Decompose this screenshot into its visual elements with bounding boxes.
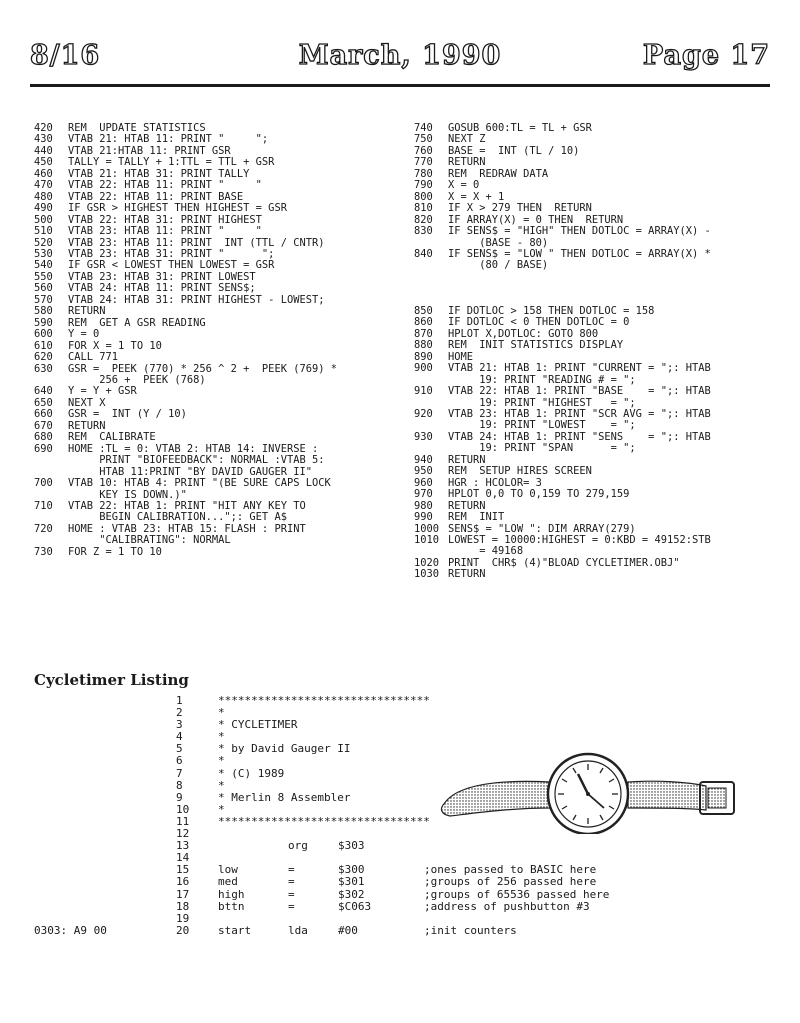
- line-code: = 49168: [448, 545, 524, 558]
- line-code: VTAB 22: HTAB 1: PRINT "BASE = ";: HTAB: [448, 385, 711, 398]
- line-number: 970: [414, 488, 433, 501]
- asm-opcode: org: [288, 839, 308, 853]
- line-code: VTAB 24: HTAB 11: PRINT SENS$;: [68, 282, 256, 295]
- asm-line-number: 4: [176, 730, 183, 744]
- line-number: 990: [414, 511, 433, 524]
- line-code: VTAB 22: HTAB 31: PRINT HIGHEST: [68, 213, 262, 226]
- line-number: 950: [414, 465, 433, 478]
- line-number: 710: [34, 499, 53, 512]
- line-number: 570: [34, 293, 53, 306]
- line-code: IF GSR > HIGHEST THEN HIGHEST = GSR: [68, 202, 287, 215]
- line-number: 930: [414, 430, 433, 443]
- line-code: Y = Y + GSR: [68, 385, 137, 398]
- asm-comment: ;init counters: [424, 923, 517, 937]
- line-code: VTAB 23: HTAB 31: PRINT " ";: [68, 247, 275, 260]
- line-code: REM REDRAW DATA: [448, 167, 549, 180]
- code-line: [414, 260, 794, 271]
- asm-operand: $300: [338, 863, 365, 877]
- line-number: 540: [34, 259, 53, 272]
- line-number: 890: [414, 350, 433, 363]
- line-number: 440: [34, 144, 53, 157]
- asm-line-number: 12: [176, 827, 190, 841]
- asm-comment: ;groups of 65536 passed here: [424, 887, 610, 901]
- basic-listing-right-column: [414, 123, 794, 581]
- line-code: CALL 771: [68, 351, 119, 364]
- line-number: 1000: [414, 522, 440, 535]
- line-number: 520: [34, 236, 53, 249]
- line-code: VTAB 23: HTAB 11: PRINT INT (TTL / CNTR): [68, 236, 325, 249]
- line-number: 630: [34, 362, 53, 375]
- wristwatch-illustration: [438, 752, 738, 834]
- asm-comment: ;ones passed to BASIC here: [424, 863, 597, 877]
- asm-label: * by David Gauger II: [218, 742, 351, 756]
- line-code: 19: PRINT "LOWEST = ";: [448, 419, 636, 432]
- line-number: 600: [34, 328, 53, 341]
- line-number: 510: [34, 225, 53, 238]
- asm-line-number: 2: [176, 706, 183, 720]
- line-number: 960: [414, 476, 433, 489]
- line-code: (BASE - 80): [448, 236, 549, 249]
- asm-line-number: 15: [176, 863, 190, 877]
- line-code: X = X + 1: [448, 190, 505, 203]
- line-number: 780: [414, 167, 433, 180]
- line-code: FOR X = 1 TO 10: [68, 339, 162, 352]
- asm-line-number: 8: [176, 778, 183, 792]
- line-code: VTAB 21:HTAB 11: PRINT GSR: [68, 144, 231, 157]
- asm-operand: #00: [338, 923, 358, 937]
- asm-label: * CYCLETIMER: [218, 718, 298, 732]
- code-line: [414, 569, 794, 580]
- line-code: IF ARRAY(X) = 0 THEN RETURN: [448, 213, 624, 226]
- line-number: 470: [34, 179, 53, 192]
- asm-line-number: 14: [176, 851, 190, 865]
- line-number: 650: [34, 396, 53, 409]
- asm-row: [34, 889, 774, 901]
- line-code: RETURN: [68, 419, 106, 432]
- line-code: (80 / BASE): [448, 259, 549, 272]
- line-number: 500: [34, 213, 53, 226]
- line-code: IF DOTLOC < 0 THEN DOTLOC = 0: [448, 316, 630, 329]
- asm-opcode: =: [288, 863, 295, 877]
- line-number: 760: [414, 144, 433, 157]
- line-number: 840: [414, 247, 433, 260]
- code-gap: [414, 272, 794, 306]
- asm-label: high: [218, 887, 245, 901]
- line-code: HOME: [448, 350, 474, 363]
- line-code: IF SENS$ = "LOW " THEN DOTLOC = ARRAY(X) *: [448, 247, 711, 260]
- line-code: VTAB 22: HTAB 1: PRINT "HIT ANY KEY TO: [68, 499, 306, 512]
- asm-line-number: 18: [176, 899, 190, 913]
- asm-label: * Merlin 8 Assembler: [218, 790, 351, 804]
- asm-row: [34, 695, 774, 707]
- asm-label: bttn: [218, 899, 245, 913]
- asm-line-number: 6: [176, 754, 183, 768]
- line-number: 770: [414, 156, 433, 169]
- asm-operand: $C063: [338, 899, 372, 913]
- line-number: 590: [34, 316, 53, 329]
- line-code: VTAB 23: HTAB 31: PRINT LOWEST: [68, 270, 256, 283]
- line-code: GSR = PEEK (770) * 256 ^ 2 + PEEK (769) *: [68, 362, 337, 375]
- line-code: GOSUB 600:TL = TL + GSR: [448, 122, 592, 134]
- line-code: 256 + PEEK (768): [68, 373, 206, 386]
- line-code: TALLY = TALLY + 1:TTL = TTL + GSR: [68, 156, 275, 169]
- asm-line-number: 10: [176, 802, 190, 816]
- line-code: VTAB 21: HTAB 1: PRINT "CURRENT = ";: HTAB: [448, 362, 711, 375]
- line-code: HOME : VTAB 23: HTAB 15: FLASH : PRINT: [68, 522, 306, 535]
- line-code: HPLOT 0,0 TO 0,159 TO 279,159: [448, 488, 630, 501]
- asm-line-number: 7: [176, 766, 183, 780]
- line-code: Y = 0: [68, 328, 100, 341]
- page-header: [30, 40, 770, 87]
- line-code: BASE = INT (TL / 10): [448, 144, 580, 157]
- asm-comment: ;address of pushbutton #3: [424, 899, 590, 913]
- line-number: 550: [34, 270, 53, 283]
- line-code: 19: PRINT "HIGHEST = ";: [448, 396, 636, 409]
- line-number: 660: [34, 408, 53, 421]
- line-code: RETURN: [448, 499, 486, 512]
- line-number: 690: [34, 442, 53, 455]
- line-number: 740: [414, 122, 433, 134]
- line-number: 920: [414, 407, 433, 420]
- asm-line-number: 9: [176, 790, 183, 804]
- asm-row: [34, 840, 774, 852]
- line-code: "CALIBRATING": NORMAL: [68, 534, 231, 547]
- line-code: REM INIT: [448, 511, 505, 524]
- asm-comment: ;groups of 256 passed here: [424, 875, 597, 889]
- asm-opcode: =: [288, 875, 295, 889]
- header-issue: March, 1990: [298, 40, 502, 71]
- line-code: HOME :TL = 0: VTAB 2: HTAB 14: INVERSE :: [68, 442, 319, 455]
- asm-line-number: 17: [176, 887, 190, 901]
- line-code: GSR = INT (Y / 10): [68, 408, 187, 421]
- line-number: 490: [34, 202, 53, 215]
- line-number: 420: [34, 122, 53, 134]
- line-code: 19: PRINT "SPAN = ";: [448, 442, 636, 455]
- line-code: HGR : HCOLOR= 3: [448, 476, 542, 489]
- line-number: 480: [34, 190, 53, 203]
- asm-label: ********************************: [218, 694, 430, 707]
- line-code: IF GSR < LOWEST THEN LOWEST = GSR: [68, 259, 275, 272]
- line-code: PRINT "BIOFEEDBACK": NORMAL :VTAB 5:: [68, 454, 325, 467]
- line-number: 640: [34, 385, 53, 398]
- asm-row: [34, 864, 774, 876]
- line-code: VTAB 24: HTAB 1: PRINT "SENS = ";: HTAB: [448, 430, 711, 443]
- asm-address: 0303: A9 00: [34, 923, 107, 937]
- line-code: HPLOT X,DOTLOC: GOTO 800: [448, 327, 599, 340]
- line-code: VTAB 23: HTAB 11: PRINT " ": [68, 225, 262, 238]
- line-code: REM GET A GSR READING: [68, 316, 206, 329]
- asm-label: * (C) 1989: [218, 766, 285, 780]
- line-code: RETURN: [448, 568, 486, 581]
- asm-operand: $302: [338, 887, 365, 901]
- asm-line-number: 13: [176, 839, 190, 853]
- line-number: 1020: [414, 556, 440, 569]
- asm-opcode: =: [288, 887, 295, 901]
- line-number: 580: [34, 305, 53, 318]
- line-number: 700: [34, 477, 53, 490]
- line-code: VTAB 23: HTAB 1: PRINT "SCR AVG = ";: HTAB: [448, 407, 711, 420]
- asm-label: *: [218, 778, 225, 792]
- line-code: VTAB 21: HTAB 11: PRINT " ";: [68, 133, 269, 146]
- asm-row: [34, 707, 774, 719]
- line-number: 940: [414, 453, 433, 466]
- line-number: 790: [414, 179, 433, 192]
- asm-row: [34, 852, 774, 864]
- asm-row: [34, 719, 774, 731]
- asm-line-number: 5: [176, 742, 183, 756]
- asm-label: *: [218, 802, 225, 816]
- line-code: NEXT Z: [448, 133, 486, 146]
- line-code: HTAB 11:PRINT "BY DAVID GAUGER II": [68, 465, 312, 478]
- line-code: IF DOTLOC > 158 THEN DOTLOC = 158: [448, 304, 655, 317]
- line-code: RETURN: [68, 305, 106, 318]
- line-number: 460: [34, 167, 53, 180]
- asm-row: [34, 913, 774, 925]
- asm-line-number: 19: [176, 911, 190, 925]
- line-number: 620: [34, 351, 53, 364]
- line-number: 900: [414, 362, 433, 375]
- asm-label: start: [218, 923, 252, 937]
- line-number: 1010: [414, 533, 440, 546]
- line-number: 820: [414, 213, 433, 226]
- line-number: 560: [34, 282, 53, 295]
- line-code: SENS$ = "LOW ": DIM ARRAY(279): [448, 522, 636, 535]
- line-code: VTAB 24: HTAB 31: PRINT HIGHEST - LOWEST;: [68, 293, 325, 306]
- line-code: FOR Z = 1 TO 10: [68, 545, 162, 558]
- asm-operand: $303: [338, 839, 365, 853]
- line-code: KEY IS DOWN.)": [68, 488, 187, 501]
- line-number: 430: [34, 133, 53, 146]
- line-code: RETURN: [448, 156, 486, 169]
- asm-label: *: [218, 754, 225, 768]
- asm-opcode: lda: [288, 923, 308, 937]
- line-code: VTAB 22: HTAB 11: PRINT " ": [68, 179, 262, 192]
- line-number: 680: [34, 431, 53, 444]
- asm-line-number: 11: [176, 814, 190, 828]
- asm-row: [34, 731, 774, 743]
- cycletimer-listing-title: Cycletimer Listing: [34, 671, 189, 689]
- line-code: 19: PRINT "READING # = ";: [448, 373, 636, 386]
- line-number: 980: [414, 499, 433, 512]
- line-code: RETURN: [448, 453, 486, 466]
- line-code: VTAB 22: HTAB 11: PRINT BASE: [68, 190, 244, 203]
- line-number: 720: [34, 522, 53, 535]
- line-number: 800: [414, 190, 433, 203]
- line-number: 530: [34, 247, 53, 260]
- line-number: 730: [34, 545, 53, 558]
- asm-opcode: =: [288, 899, 295, 913]
- asm-label: *: [218, 730, 225, 744]
- asm-line-number: 3: [176, 718, 183, 732]
- line-code: PRINT CHR$ (4)"BLOAD CYCLETIMER.OBJ": [448, 556, 680, 569]
- asm-line-number: 16: [176, 875, 190, 889]
- basic-listing-left-column: [34, 123, 404, 558]
- line-number: 810: [414, 202, 433, 215]
- line-code: BEGIN CALIBRATION...";: GET A$: [68, 511, 287, 524]
- asm-line-number: 20: [176, 923, 190, 937]
- asm-label: ********************************: [218, 814, 430, 828]
- line-number: 830: [414, 225, 433, 238]
- asm-row: [34, 901, 774, 913]
- line-code: NEXT X: [68, 396, 106, 409]
- asm-label: *: [218, 706, 225, 720]
- line-code: REM CALIBRATE: [68, 431, 156, 444]
- line-number: 870: [414, 327, 433, 340]
- header-date: 8/16: [30, 40, 101, 71]
- line-number: 860: [414, 316, 433, 329]
- line-number: 750: [414, 133, 433, 146]
- line-code: VTAB 10: HTAB 4: PRINT "(BE SURE CAPS LOCK: [68, 477, 331, 490]
- line-number: 1030: [414, 568, 440, 581]
- line-number: 850: [414, 304, 433, 317]
- line-number: 880: [414, 339, 433, 352]
- asm-row: [34, 925, 774, 937]
- line-code: REM UPDATE STATISTICS: [68, 122, 206, 134]
- line-number: 610: [34, 339, 53, 352]
- line-code: LOWEST = 10000:HIGHEST = 0:KBD = 49152:STB: [448, 533, 711, 546]
- line-number: 450: [34, 156, 53, 169]
- line-code: REM INIT STATISTICS DISPLAY: [448, 339, 624, 352]
- code-line: [34, 547, 404, 558]
- line-number: 670: [34, 419, 53, 432]
- line-code: VTAB 21: HTAB 31: PRINT TALLY: [68, 167, 250, 180]
- line-number: 910: [414, 385, 433, 398]
- asm-label: low: [218, 863, 238, 877]
- asm-label: med: [218, 875, 238, 889]
- asm-row: [34, 876, 774, 888]
- line-code: REM SETUP HIRES SCREEN: [448, 465, 592, 478]
- header-page-number: Page 17: [642, 40, 770, 71]
- asm-operand: $301: [338, 875, 365, 889]
- asm-line-number: 1: [176, 694, 183, 707]
- line-code: IF SENS$ = "HIGH" THEN DOTLOC = ARRAY(X) -: [448, 225, 711, 238]
- line-code: IF X > 279 THEN RETURN: [448, 202, 592, 215]
- line-code: X = 0: [448, 179, 480, 192]
